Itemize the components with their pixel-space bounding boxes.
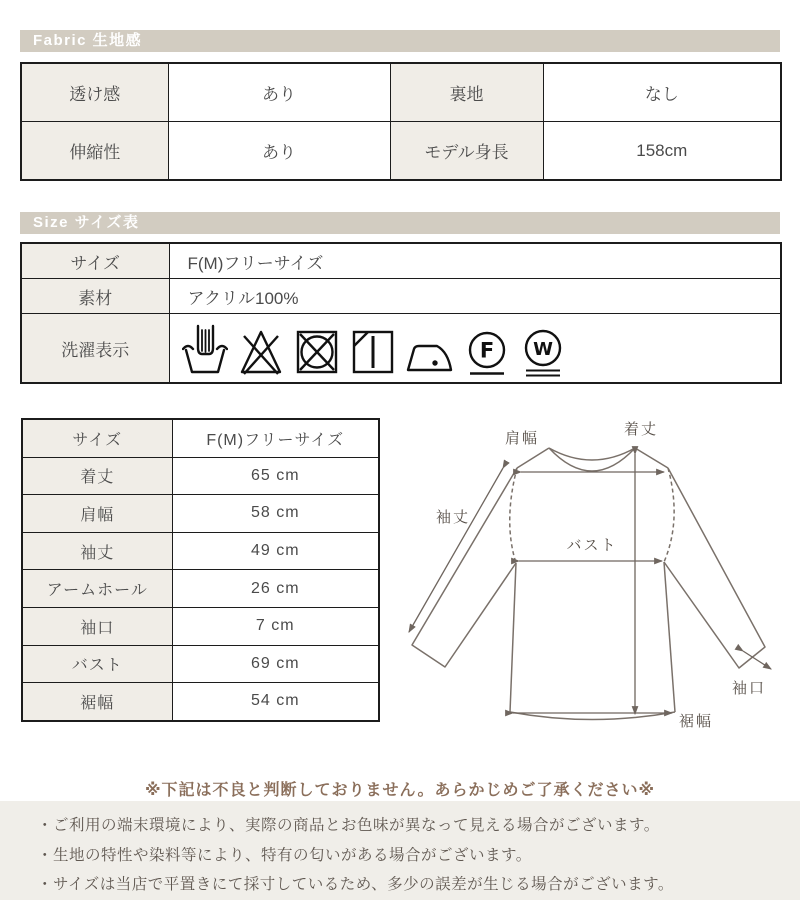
table-row [21,314,781,384]
table-row [22,607,379,645]
meas-header-size: サイズ [22,419,172,457]
care-label: 洗濯表示 [21,314,169,384]
diagram-labels [436,421,766,730]
table-row [22,495,379,533]
fabric-section-title: Fabric 生地感 [33,32,143,49]
meas-value-length: 65 cm [172,457,379,495]
fabric-label-lining: 裏地 [390,63,543,122]
table-row [22,645,379,683]
care-symbols-cell [169,314,781,384]
meas-label-cuff: 袖口 [22,607,172,645]
fabric-label-stretch: 伸縮性 [21,122,168,181]
fabric-label-model-height: モデル身長 [390,122,543,181]
label-hem-width: 裾幅 [678,713,714,730]
notice-panel [0,801,800,900]
meas-header-value: F(M)フリーサイズ [172,419,379,457]
meas-label-hem: 裾幅 [22,683,172,721]
notice-item: ・生地の特性や染料等により、特有の匂いがある場合がございます。 [37,846,532,864]
table-row [22,419,379,457]
line-dry-in-shade-icon [350,320,396,378]
meas-value-armhole: 26 cm [172,570,379,608]
notice-item: ・サイズは当店で平置きにて採寸しているため、多少の誤差が生じる場合がございます。 [37,876,674,893]
table-row [21,279,781,314]
label-bust: バスト [566,537,618,554]
meas-label-shoulder: 肩幅 [22,495,172,533]
table-row [22,683,379,721]
size-section-title: Size サイズ表 [33,214,140,231]
measurement-arrows [409,454,771,714]
wet-clean-w-icon [520,320,566,378]
table-row [22,570,379,608]
size-section-header [20,212,780,234]
size-label: サイズ [21,243,169,279]
do-not-bleach-icon [238,320,284,378]
garment-outline [412,448,765,720]
fabric-value-sheerness: あり [168,63,390,122]
label-sleeve-length: 袖丈 [435,509,471,526]
table-row [22,457,379,495]
meas-label-sleeve: 袖丈 [22,532,172,570]
table-row [21,122,781,181]
meas-label-bust: バスト [22,645,172,683]
meas-label-length: 着丈 [22,457,172,495]
meas-value-hem: 54 cm [172,683,379,721]
sleeve-length-arrow [409,468,503,632]
dry-clean-f-icon [464,320,510,378]
meas-value-cuff: 7 cm [172,607,379,645]
size-table [20,242,782,384]
fabric-label-sheerness: 透け感 [21,63,168,122]
svg-text:F: F [479,338,494,363]
fabric-value-lining: なし [543,63,781,122]
meas-value-bust: 69 cm [172,645,379,683]
fabric-value-stretch: あり [168,122,390,181]
garment-measurement-diagram [395,410,795,750]
svg-text:W: W [532,339,553,360]
table-row [21,63,781,122]
do-not-tumble-dry-icon [294,320,340,378]
fabric-value-model-height: 158cm [543,122,781,181]
label-body-length: 着丈 [623,421,659,438]
label-shoulder-width: 肩幅 [504,430,540,447]
table-row [22,532,379,570]
table-row [21,243,781,279]
label-cuff: 袖口 [731,680,767,697]
iron-low-heat-icon [406,320,454,378]
fabric-table [20,62,782,181]
fabric-section-header [20,30,780,52]
meas-value-sleeve: 49 cm [172,532,379,570]
material-label: 素材 [21,279,169,314]
notice-title: ※下記は不良と判断しておりません。あらかじめご了承ください※ [144,782,656,799]
size-value: F(M)フリーサイズ [169,243,781,279]
material-value: アクリル100% [169,279,781,314]
meas-label-armhole: アームホール [22,570,172,608]
hand-wash-icon [182,320,228,378]
meas-value-shoulder: 58 cm [172,495,379,533]
notice-item: ・ご利用の端末環境により、実際の商品とお色味が異なって見える場合がございます。 [37,817,660,834]
measurement-table [21,418,380,722]
